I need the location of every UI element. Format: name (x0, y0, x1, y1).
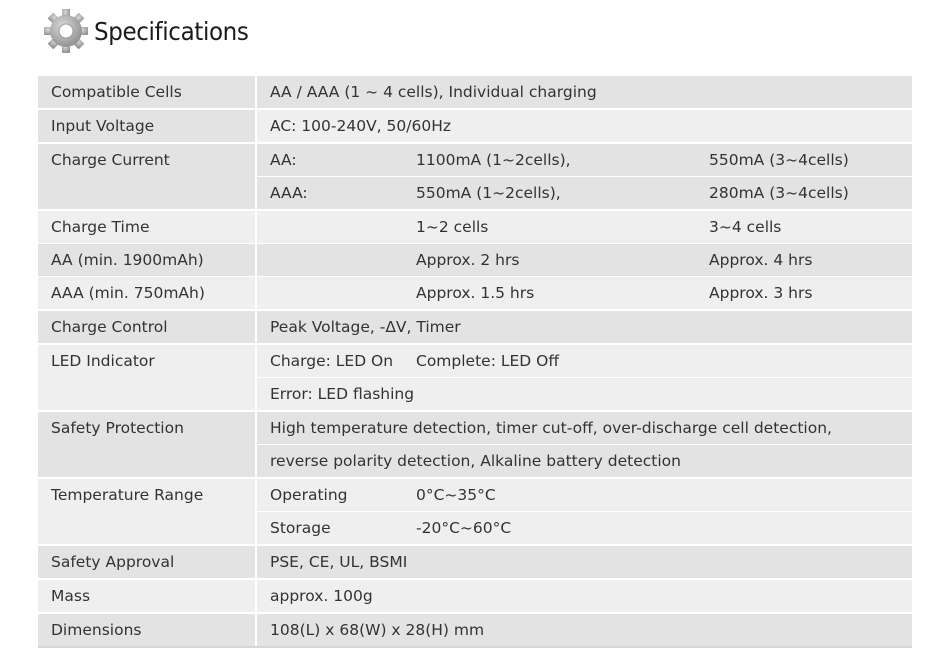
spec-label: Temperature Range (51, 486, 204, 504)
spec-value: AA / AAA (1 ~ 4 cells), Individual charging (270, 83, 597, 101)
cell-type: AA: (270, 151, 297, 169)
temp-storage-label: Storage (270, 519, 331, 537)
spec-value: reverse polarity detection, Alkaline battery detection (270, 452, 681, 470)
spec-input-voltage (38, 108, 912, 142)
led-complete: Complete: LED Off (416, 352, 560, 370)
temp-storage-value: -20°C~60°C (416, 519, 512, 537)
spec-label: Safety Approval (51, 553, 175, 571)
spec-mass (38, 578, 912, 612)
led-charge: Charge: LED On (270, 352, 394, 370)
spec-safety-protection (38, 410, 912, 477)
cell-type: AAA: (270, 184, 308, 202)
table-row (257, 176, 912, 209)
time-value: Approx. 3 hrs (709, 284, 813, 302)
temp-operating-value: 0°C~35°C (416, 486, 496, 504)
table-row (257, 444, 912, 477)
spec-safety-approval (38, 544, 912, 578)
table-row (257, 345, 912, 377)
header (42, 6, 262, 56)
table-row (257, 211, 912, 243)
spec-label: Compatible Cells (51, 83, 182, 101)
table-row (257, 76, 912, 108)
spec-label: Dimensions (51, 621, 142, 639)
time-value: Approx. 4 hrs (709, 251, 813, 269)
table-row (257, 377, 912, 410)
table-row (257, 311, 912, 343)
time-value: Approx. 2 hrs (416, 251, 520, 269)
table-row (257, 546, 912, 578)
column-header: 1~2 cells (416, 218, 489, 236)
spec-label: LED Indicator (51, 352, 155, 370)
spec-sublabel-aaa: AAA (min. 750mAh) (51, 284, 205, 302)
spec-charge-control (38, 309, 912, 343)
spec-charge-time (38, 209, 912, 309)
spec-label: Input Voltage (51, 117, 155, 135)
spec-label: Charge Current (51, 151, 170, 169)
spec-value: Peak Voltage, -ΔV, Timer (270, 318, 461, 336)
spec-label: Safety Protection (51, 419, 184, 437)
spec-dimensions (38, 612, 912, 646)
current-value: 280mA (3~4cells) (709, 184, 849, 202)
spec-value: High temperature detection, timer cut-off, over-discharge cell detection, (270, 419, 832, 437)
table-row (257, 614, 912, 646)
spec-label: Charge Control (51, 318, 168, 336)
spec-value: 108(L) x 68(W) x 28(H) mm (270, 621, 485, 639)
current-value: 1100mA (1~2cells), (416, 151, 571, 169)
spec-value: AC: 100-240V, 50/60Hz (270, 117, 451, 135)
temp-operating-label: Operating (270, 486, 348, 504)
table-row (257, 479, 912, 511)
spec-temperature-range (38, 477, 912, 544)
column-header: 3~4 cells (709, 218, 782, 236)
current-value: 550mA (3~4cells) (709, 151, 849, 169)
spec-table (38, 76, 912, 648)
spec-value: PSE, CE, UL, BSMI (270, 553, 408, 571)
table-row (257, 110, 912, 142)
table-row (257, 580, 912, 612)
table-row (257, 144, 912, 176)
spec-compatible-cells (38, 76, 912, 108)
spec-sublabel-aa: AA (min. 1900mAh) (51, 251, 204, 269)
table-row (257, 276, 912, 309)
table-row (257, 412, 912, 444)
gear-icon (42, 7, 90, 55)
spec-value: approx. 100g (270, 587, 373, 605)
table-row (257, 243, 912, 276)
spec-led-indicator (38, 343, 912, 410)
spec-charge-current (38, 142, 912, 209)
current-value: 550mA (1~2cells), (416, 184, 561, 202)
page-title: Specifications (94, 16, 249, 46)
spec-label: Mass (51, 587, 91, 605)
time-value: Approx. 1.5 hrs (416, 284, 535, 302)
spec-label: Charge Time (51, 218, 150, 236)
table-row (257, 511, 912, 544)
led-error: Error: LED flashing (270, 385, 415, 403)
